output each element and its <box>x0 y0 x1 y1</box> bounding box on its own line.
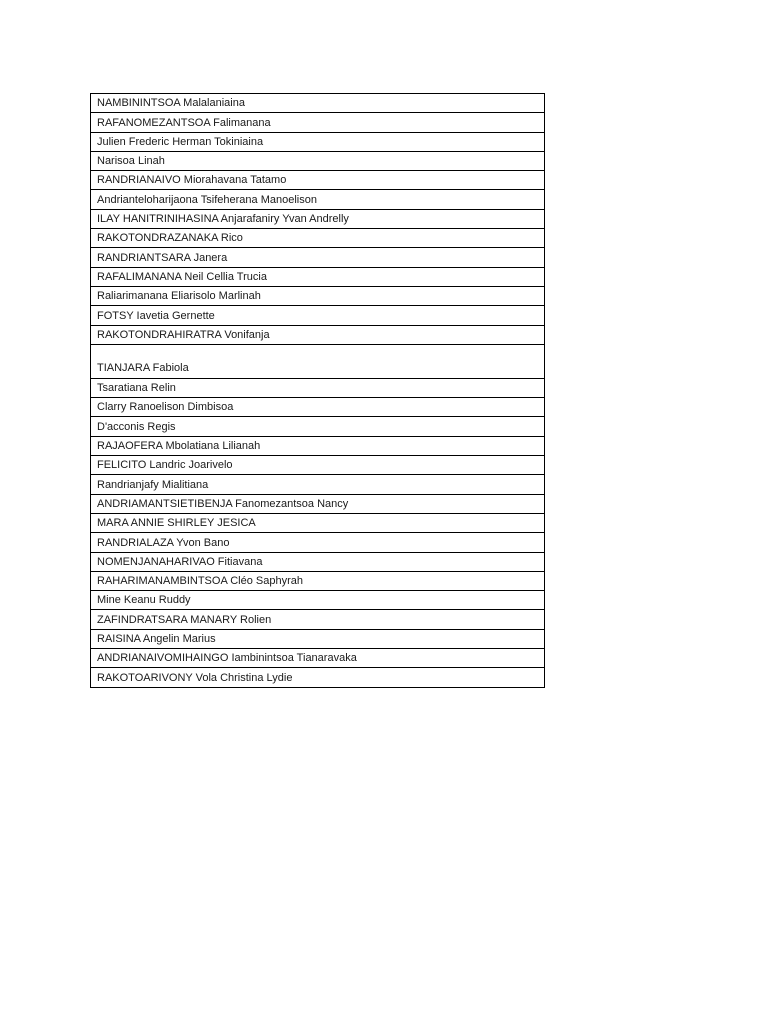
name-cell: ILAY HANITRINIHASINA Anjarafaniry Yvan Andrelly <box>91 209 545 228</box>
name-cell: Raliarimanana Eliarisolo Marlinah <box>91 286 545 305</box>
table-row <box>91 209 545 228</box>
table-row <box>91 132 545 151</box>
name-cell: Mine Keanu Ruddy <box>91 591 545 610</box>
name-cell: TIANJARA Fabiola <box>91 344 545 378</box>
table-row <box>91 571 545 590</box>
name-cell: RAISINA Angelin Marius <box>91 629 545 648</box>
table-row <box>91 494 545 513</box>
table-row <box>91 649 545 668</box>
name-cell: RAKOTOARIVONY Vola Christina Lydie <box>91 668 545 687</box>
table-row <box>91 94 545 113</box>
table-row <box>91 436 545 455</box>
name-cell: Clarry Ranoelison Dimbisoa <box>91 398 545 417</box>
name-cell: D'acconis Regis <box>91 417 545 436</box>
table-row <box>91 267 545 286</box>
name-cell: RAFALIMANANA Neil Cellia Trucia <box>91 267 545 286</box>
table-row <box>91 171 545 190</box>
table-row <box>91 552 545 571</box>
name-cell: RANDRIALAZA Yvon Bano <box>91 533 545 552</box>
table-row <box>91 113 545 132</box>
table-row <box>91 417 545 436</box>
table-row <box>91 475 545 494</box>
name-cell: ANDRIANAIVOMIHAINGO Iambinintsoa Tianaravaka <box>91 649 545 668</box>
names-table-body <box>91 94 545 688</box>
table-row <box>91 398 545 417</box>
name-cell: MARA ANNIE SHIRLEY JESICA <box>91 513 545 532</box>
names-table <box>90 93 545 688</box>
name-cell: RANDRIANTSARA Janera <box>91 248 545 267</box>
table-row <box>91 325 545 344</box>
name-cell: Tsaratiana Relin <box>91 378 545 397</box>
name-cell: RAKOTONDRAHIRATRA Vonifanja <box>91 325 545 344</box>
table-row <box>91 610 545 629</box>
name-cell: Andrianteloharijaona Tsifeherana Manoelison <box>91 190 545 209</box>
name-cell: NOMENJANAHARIVAO Fitiavana <box>91 552 545 571</box>
name-cell: RAFANOMEZANTSOA Falimanana <box>91 113 545 132</box>
table-row <box>91 456 545 475</box>
table-row <box>91 248 545 267</box>
name-cell: FOTSY Iavetia Gernette <box>91 306 545 325</box>
name-cell: RAJAOFERA Mbolatiana Lilianah <box>91 436 545 455</box>
name-cell: Randrianjafy Mialitiana <box>91 475 545 494</box>
table-row <box>91 229 545 248</box>
name-cell: ANDRIAMANTSIETIBENJA Fanomezantsoa Nancy <box>91 494 545 513</box>
table-row <box>91 533 545 552</box>
table-row <box>91 344 545 378</box>
name-cell: FELICITO Landric Joarivelo <box>91 456 545 475</box>
table-row <box>91 668 545 687</box>
name-cell: RANDRIANAIVO Miorahavana Tatamo <box>91 171 545 190</box>
table-row <box>91 378 545 397</box>
table-row <box>91 591 545 610</box>
name-cell: ZAFINDRATSARA MANARY Rolien <box>91 610 545 629</box>
name-cell: Narisoa Linah <box>91 151 545 170</box>
table-row <box>91 151 545 170</box>
table-row <box>91 513 545 532</box>
table-row <box>91 190 545 209</box>
table-row <box>91 629 545 648</box>
name-cell: Julien Frederic Herman Tokiniaina <box>91 132 545 151</box>
table-row <box>91 306 545 325</box>
table-row <box>91 286 545 305</box>
name-cell: RAKOTONDRAZANAKA Rico <box>91 229 545 248</box>
name-cell: RAHARIMANAMBINTSOA Cléo Saphyrah <box>91 571 545 590</box>
name-cell: NAMBININTSOA Malalaniaina <box>91 94 545 113</box>
